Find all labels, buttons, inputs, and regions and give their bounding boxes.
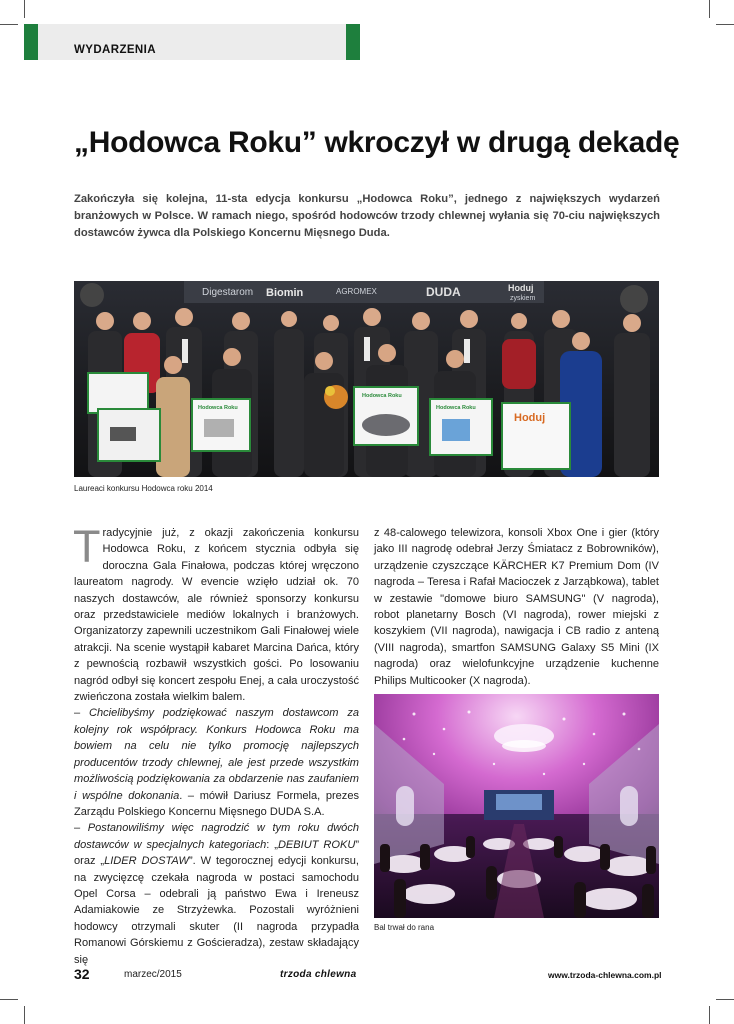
crop-mark bbox=[0, 24, 18, 25]
paragraph-text: ”. W tegorocznej edycji konkursu, na zwycięzcę czekała nagroda w postaci samochodu Opel Corsa – odebrali ją państwo Ewa i Ireneusz Adamiakowie ze Strzyżewka. Pozostali wyróżnieni hodowcy otrzymali skuter (II nagroda przypadła Romanowi Górskiemu z Gościeradza), zestaw składający się bbox=[74, 855, 359, 966]
issue-date: marzec/2015 bbox=[124, 969, 182, 980]
category-name: LIDER DOSTAW bbox=[104, 855, 189, 868]
section-header bbox=[24, 24, 360, 60]
quote: Postanowiliśmy więc nagrodzić w tym roku dwóch dostawców w specjalnych kategoriach bbox=[74, 822, 359, 851]
crop-mark bbox=[24, 0, 25, 18]
section-accent-right bbox=[346, 24, 360, 60]
banner-logo: Digestarom bbox=[202, 287, 254, 298]
article-column-right bbox=[374, 525, 659, 689]
page-number: 32 bbox=[74, 966, 90, 982]
crop-mark bbox=[716, 24, 734, 25]
award-board-text: Hodowca Roku bbox=[436, 405, 476, 411]
category-name: DEBIUT ROKU bbox=[277, 838, 356, 851]
dash: – bbox=[74, 707, 90, 720]
paragraph bbox=[73, 521, 359, 705]
paragraph-text: z 48-calowego telewizora, konsoli Xbox One i gier (który jako III nagrodę odebrał Jerzy Śmiatacz z Bobrowników), urządzenie czyszczące KÄRCHER K7 Premium Dom (IV nagroda – Teresa i Rafał Macioczek z Jarząbkowa), tablet w zestawie "domowe biuro SAMSUNG" (V nagroda), robot planetarny Bosch (VI nagroda), rower miejski z koszykiem (VII nagroda), nawigacja i CB radio z anteną (VIII nagroda), smartfon SAMSUNG Galaxy S5 Mini (IX nagroda) oraz wielofunkcyjne urządzenie kuchenne Philips Multicooker (X nagroda). bbox=[374, 527, 659, 687]
photo1-caption: Laureaci konkursu Hodowca roku 2014 bbox=[74, 484, 213, 493]
dash: – bbox=[74, 822, 88, 835]
banner-logo: DUDA bbox=[426, 285, 461, 299]
crop-mark bbox=[709, 1006, 710, 1024]
article-column-left bbox=[73, 521, 360, 968]
award-board-text: Hodowca Roku bbox=[362, 393, 402, 399]
punct: : „ bbox=[266, 838, 278, 851]
award-board-text: Hoduj bbox=[514, 412, 546, 424]
punct: ” oraz „ bbox=[74, 838, 359, 868]
banner-logo: AGROMEX bbox=[336, 287, 377, 296]
photo2-caption: Bal trwał do rana bbox=[374, 923, 435, 932]
award-board-text: Hodowca Roku bbox=[198, 405, 238, 411]
paragraph-text: radycyjnie już, z okazji zakończenia konkursu Hodowca Roku, z końcem stycznia odbyła się doroczna Gala Finałowa, podczas której wręczono laureatom nagrody. W evencie wzięło udział ok. 70 naszych dostawców, ale również sponsorzy konkursu oraz przedstawiciele mediów lokalnych i branżowych. Organizatorzy zapewnili uczestnikom Gali Finałowej wiele atrakcji. Na scenie wystąpił kabaret Marcina Dańca, który z pewnością rozbawił wszystkich gości. Po losowaniu nagród odbył się koncert zespołu Enej, a cała uroczystość zwieńczona została wielkim balem. bbox=[74, 527, 359, 704]
banner-logo: Biomin bbox=[266, 287, 304, 299]
website-url: www.trzoda-chlewna.com.pl bbox=[548, 970, 662, 980]
magazine-name: trzoda chlewna bbox=[280, 969, 357, 980]
crop-mark bbox=[716, 999, 734, 1000]
crop-mark bbox=[709, 0, 710, 18]
section-accent-left bbox=[24, 24, 38, 60]
quote: Chcielibyśmy podziękować naszym dostawcom za kolejny rok współpracy. Konkurs Hodowca Roku ma bowiem na celu nie tylko promocję najlepszych producentów trzody chlewnej, ale jest przede wszystkim możliwością podziękowania za obdarzenie nas zaufaniem i wspólne dokonania bbox=[74, 707, 359, 802]
laureates-photo bbox=[74, 281, 659, 477]
ball-photo bbox=[374, 694, 659, 918]
article-title: „Hodowca Roku” wkroczył w drugą dekadę bbox=[74, 126, 680, 159]
paragraph bbox=[74, 820, 359, 968]
crop-mark bbox=[24, 1006, 25, 1024]
paragraph bbox=[74, 705, 359, 820]
section-label: WYDARZENIA bbox=[74, 44, 156, 56]
drop-cap: T bbox=[73, 521, 101, 572]
paragraph-text: . – mówił Dariusz Formela, prezes Zarządu Polskiego Koncernu Mięsnego DUDA S.A. bbox=[74, 789, 360, 818]
banner-logo: zyskiem bbox=[510, 295, 536, 302]
crop-mark bbox=[0, 999, 18, 1000]
article-lead: Zakończyła się kolejna, 11-sta edycja konkursu „Hodowca Roku”, jednego z największych wydarzeń branżowych w Polsce. W ramach niego, spośród hodowców trzody chlewnej wyłania się 70-ciu największych dostawców żywca dla Polskiego Koncernu Mięsnego Duda. bbox=[74, 193, 660, 239]
banner-logo: Hoduj bbox=[508, 283, 534, 293]
